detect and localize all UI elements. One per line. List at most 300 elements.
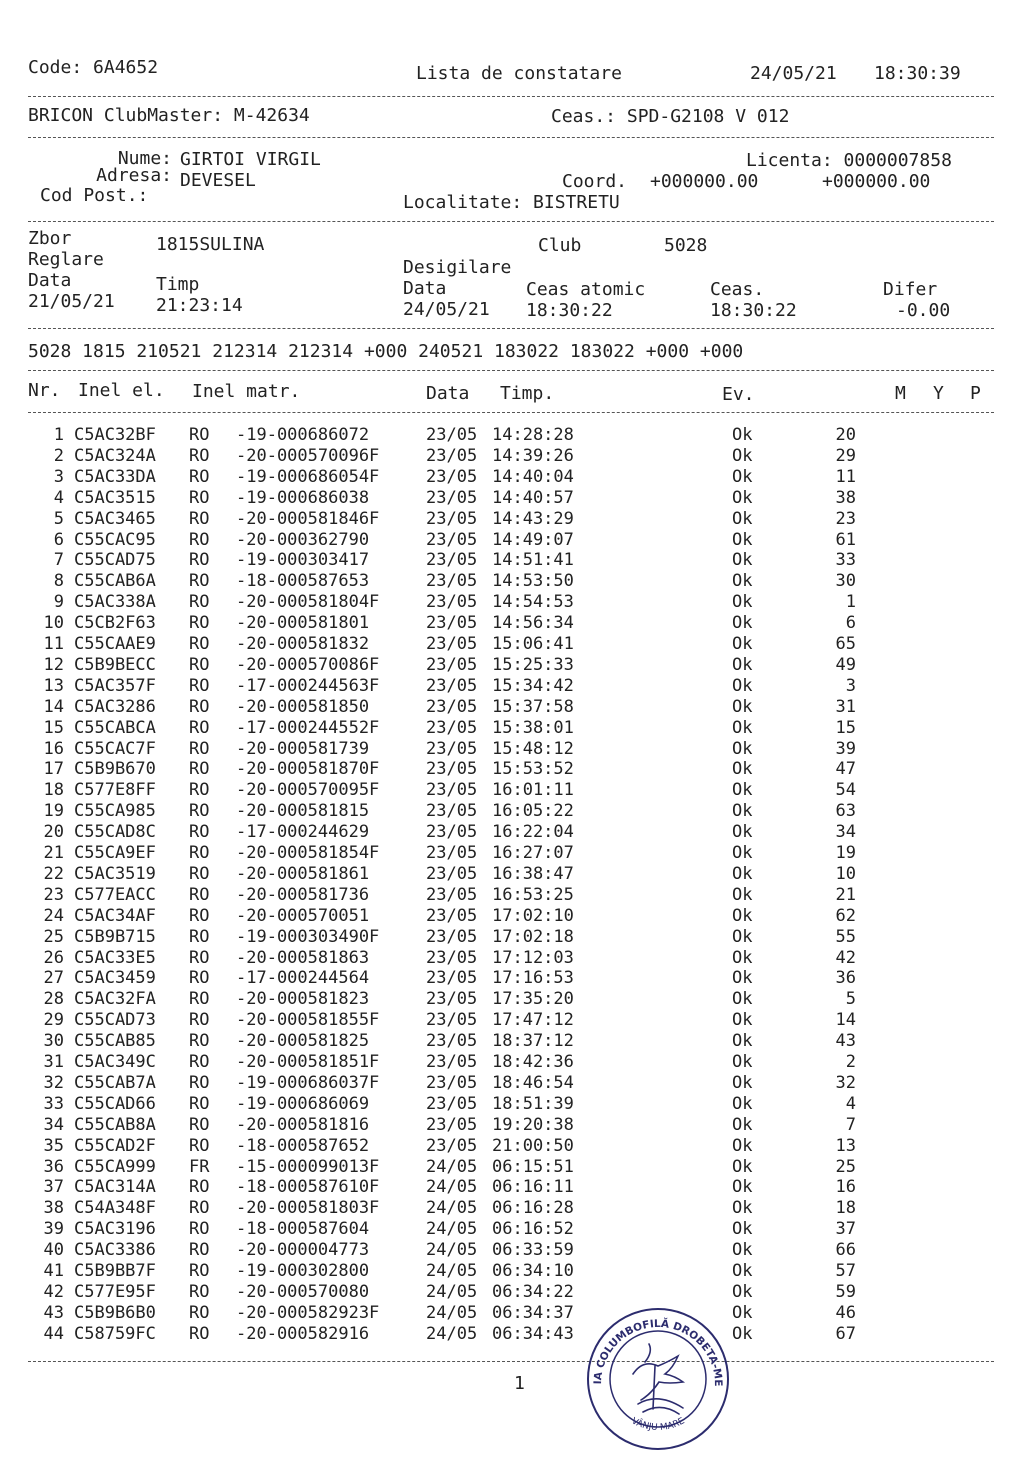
placement-value: 29 <box>835 445 856 466</box>
club-label: Club <box>538 235 582 256</box>
row-number: 4 <box>53 487 64 508</box>
country-code: RO <box>189 863 210 884</box>
placement-value: 46 <box>835 1302 856 1323</box>
event-status: Ok <box>732 717 753 738</box>
placement-value: 7 <box>845 1114 856 1135</box>
event-status: Ok <box>732 1219 753 1240</box>
arrival-date: 23/05 <box>426 675 478 696</box>
owner-address: DEVESEL <box>180 170 256 191</box>
event-status: Ok <box>732 592 753 613</box>
registration-ring: -18-000587604 <box>236 1219 370 1240</box>
reglare-date-label: Data <box>28 270 72 291</box>
electronic-ring: C55CAD66 <box>74 1093 156 1114</box>
placement-value: 47 <box>835 759 856 780</box>
license-number: Licenta: 0000007858 <box>746 150 952 171</box>
registration-ring: -20-000581804F <box>236 592 380 613</box>
event-status: Ok <box>732 843 753 863</box>
registration-ring: -19-000302800 <box>236 1261 370 1281</box>
coord-label: Coord. <box>562 171 628 192</box>
event-status: Ok <box>732 1093 753 1114</box>
placement-value: 34 <box>835 822 856 843</box>
placement-value: 19 <box>835 843 856 863</box>
registration-ring: -20-000581801 <box>236 613 370 634</box>
row-number: 38 <box>43 1198 64 1219</box>
row-number: 29 <box>43 1010 64 1031</box>
row-number: 5 <box>53 508 64 529</box>
pigeon-seal-icon <box>583 1304 733 1454</box>
electronic-ring: C54A348F <box>74 1198 156 1219</box>
table-row <box>0 1282 1024 1303</box>
table-row <box>0 1094 1024 1115</box>
row-number: 34 <box>43 1114 64 1135</box>
country-code: RO <box>189 1093 210 1114</box>
arrival-date: 24/05 <box>426 1198 478 1219</box>
electronic-ring: C577E8FF <box>74 780 156 801</box>
registration-ring: -20-000581803F <box>236 1198 380 1219</box>
arrival-date: 23/05 <box>426 989 478 1010</box>
row-number: 25 <box>43 926 64 947</box>
arrival-date: 23/05 <box>426 508 478 529</box>
table-row <box>0 948 1024 969</box>
arrival-date: 23/05 <box>426 1072 478 1093</box>
registration-ring: -20-000570086F <box>236 654 380 675</box>
arrival-time: 17:12:03 <box>492 947 574 968</box>
arrival-time: 18:46:54 <box>492 1072 574 1093</box>
row-number: 13 <box>43 675 64 696</box>
row-number: 19 <box>43 801 64 822</box>
table-row <box>0 864 1024 885</box>
registration-ring: -20-000581739 <box>236 738 370 759</box>
country-code: RO <box>189 1010 210 1031</box>
electronic-ring: C55CAB6A <box>74 571 156 592</box>
table-row <box>0 885 1024 906</box>
arrival-time: 16:05:22 <box>492 801 574 822</box>
row-number: 22 <box>43 863 64 884</box>
arrival-date: 24/05 <box>426 1302 478 1323</box>
event-status: Ok <box>732 738 753 759</box>
code-label: Code: 6A4652 <box>28 57 159 78</box>
registration-ring: -17-000244629 <box>236 822 370 843</box>
arrival-date: 23/05 <box>426 550 478 571</box>
arrival-time: 15:48:12 <box>492 738 574 759</box>
row-number: 28 <box>43 989 64 1010</box>
event-status: Ok <box>732 1323 753 1344</box>
country-code: RO <box>189 989 210 1010</box>
arrival-time: 14:56:34 <box>492 613 574 634</box>
electronic-ring: C5AC349C <box>74 1052 156 1072</box>
event-status: Ok <box>732 1156 753 1177</box>
placement-value: 43 <box>835 1031 856 1052</box>
electronic-ring: C5AC3519 <box>74 863 156 884</box>
table-row <box>0 906 1024 927</box>
electronic-ring: C5AC3196 <box>74 1219 156 1240</box>
table-row <box>0 1261 1024 1282</box>
arrival-time: 06:34:43 <box>492 1323 574 1344</box>
electronic-ring: C5B9BECC <box>74 654 156 675</box>
arrival-time: 15:37:58 <box>492 696 574 717</box>
arrival-date: 23/05 <box>426 759 478 780</box>
electronic-ring: C55CAC7F <box>74 738 156 759</box>
table-row <box>0 1157 1024 1178</box>
arrival-date: 23/05 <box>426 1031 478 1052</box>
electronic-ring: C5AC32BF <box>74 425 156 445</box>
arrival-time: 15:25:33 <box>492 654 574 675</box>
arrival-time: 15:53:52 <box>492 759 574 780</box>
country-code: RO <box>189 1302 210 1323</box>
electronic-ring: C5B9BB7F <box>74 1261 156 1281</box>
placement-value: 15 <box>835 717 856 738</box>
placement-value: 49 <box>835 654 856 675</box>
event-status: Ok <box>732 1261 753 1281</box>
placement-value: 25 <box>835 1156 856 1177</box>
row-number: 18 <box>43 780 64 801</box>
electronic-ring: C58759FC <box>74 1323 156 1344</box>
registration-ring: -20-000581816 <box>236 1114 370 1135</box>
placement-value: 61 <box>835 529 856 550</box>
electronic-ring: C5AC33E5 <box>74 947 156 968</box>
arrival-time: 19:20:38 <box>492 1114 574 1135</box>
row-number: 21 <box>43 843 64 863</box>
desig-date: 24/05/21 <box>403 299 490 320</box>
placement-value: 59 <box>835 1281 856 1302</box>
registration-ring: -20-000581825 <box>236 1031 370 1052</box>
arrival-time: 16:01:11 <box>492 780 574 801</box>
registration-ring: -19-000303417 <box>236 550 370 571</box>
col-y: Y <box>933 383 944 404</box>
row-number: 30 <box>43 1031 64 1052</box>
clock-time: 18:30:22 <box>710 300 797 321</box>
table-row <box>0 989 1024 1010</box>
event-status: Ok <box>732 675 753 696</box>
arrival-date: 23/05 <box>426 968 478 989</box>
arrival-date: 23/05 <box>426 571 478 592</box>
col-timp: Timp. <box>500 383 555 404</box>
electronic-ring: C55CABCA <box>74 717 156 738</box>
country-code: RO <box>189 905 210 926</box>
country-code: RO <box>189 1219 210 1240</box>
event-status: Ok <box>732 466 753 487</box>
event-status: Ok <box>732 1302 753 1323</box>
event-status: Ok <box>732 1031 753 1052</box>
reglare-label: Reglare <box>28 249 104 270</box>
coord-lat: +000000.00 <box>650 171 759 192</box>
arrival-date: 24/05 <box>426 1219 478 1240</box>
placement-value: 54 <box>835 780 856 801</box>
country-code: RO <box>189 466 210 487</box>
placement-value: 20 <box>835 425 856 445</box>
electronic-ring: C5CB2F63 <box>74 613 156 634</box>
row-number: 26 <box>43 947 64 968</box>
electronic-ring: C55CAAE9 <box>74 634 156 654</box>
arrival-date: 23/05 <box>426 884 478 905</box>
divider <box>28 96 994 97</box>
event-status: Ok <box>732 1240 753 1261</box>
divider <box>28 137 994 138</box>
registration-ring: -15-000099013F <box>236 1156 380 1177</box>
clock-id: Ceas.: SPD-G2108 V 012 <box>551 106 790 127</box>
table-row <box>0 655 1024 676</box>
country-code: RO <box>189 675 210 696</box>
arrival-date: 23/05 <box>426 780 478 801</box>
registration-ring: -18-000587653 <box>236 571 370 592</box>
arrival-date: 24/05 <box>426 1281 478 1302</box>
table-row <box>0 1303 1024 1324</box>
table-row <box>0 634 1024 655</box>
table-row <box>0 780 1024 801</box>
row-number: 15 <box>43 717 64 738</box>
reglare-time-label: Timp <box>156 274 200 295</box>
registration-ring: -17-000244563F <box>236 675 380 696</box>
table-row <box>0 822 1024 843</box>
registration-ring: -19-000686037F <box>236 1072 380 1093</box>
table-row <box>0 509 1024 530</box>
divider <box>28 221 994 222</box>
row-number: 36 <box>43 1156 64 1177</box>
arrival-time: 15:38:01 <box>492 717 574 738</box>
arrival-time: 17:02:10 <box>492 905 574 926</box>
table-row <box>0 927 1024 948</box>
electronic-ring: C577EACC <box>74 884 156 905</box>
country-code: RO <box>189 445 210 466</box>
arrival-time: 06:34:37 <box>492 1302 574 1323</box>
table-row <box>0 1198 1024 1219</box>
name-label: Nume: <box>117 148 172 169</box>
electronic-ring: C5AC3386 <box>74 1240 156 1261</box>
arrival-time: 14:53:50 <box>492 571 574 592</box>
row-number: 40 <box>43 1240 64 1261</box>
registration-ring: -19-000686054F <box>236 466 380 487</box>
country-code: RO <box>189 613 210 634</box>
event-status: Ok <box>732 613 753 634</box>
flight-label: Zbor <box>28 228 72 249</box>
table-row <box>0 467 1024 488</box>
country-code: RO <box>189 1240 210 1261</box>
event-status: Ok <box>732 425 753 445</box>
arrival-date: 23/05 <box>426 613 478 634</box>
electronic-ring: C5B9B6B0 <box>74 1302 156 1323</box>
row-number: 14 <box>43 696 64 717</box>
placement-value: 55 <box>835 926 856 947</box>
registration-ring: -20-000581863 <box>236 947 370 968</box>
arrival-date: 23/05 <box>426 905 478 926</box>
electronic-ring: C55CA999 <box>74 1156 156 1177</box>
country-code: RO <box>189 425 210 445</box>
col-nr: Nr. <box>28 380 61 401</box>
electronic-ring: C55CAB85 <box>74 1031 156 1052</box>
table-row <box>0 1177 1024 1198</box>
arrival-time: 14:39:26 <box>492 445 574 466</box>
registration-ring: -20-000582923F <box>236 1302 380 1323</box>
row-number: 1 <box>53 425 64 445</box>
arrival-time: 06:15:51 <box>492 1156 574 1177</box>
atomic-clock-time: 18:30:22 <box>526 300 613 321</box>
row-number: 10 <box>43 613 64 634</box>
table-row <box>0 488 1024 509</box>
atomic-clock-label: Ceas atomic <box>526 279 646 300</box>
arrival-date: 23/05 <box>426 863 478 884</box>
arrival-time: 14:51:41 <box>492 550 574 571</box>
row-number: 33 <box>43 1093 64 1114</box>
arrival-date: 23/05 <box>426 822 478 843</box>
country-code: RO <box>189 801 210 822</box>
country-code: RO <box>189 1198 210 1219</box>
arrival-date: 23/05 <box>426 1010 478 1031</box>
table-row <box>0 550 1024 571</box>
placement-value: 62 <box>835 905 856 926</box>
arrival-date: 24/05 <box>426 1177 478 1198</box>
country-code: RO <box>189 1072 210 1093</box>
registration-ring: -20-000570080 <box>236 1281 370 1302</box>
country-code: RO <box>189 759 210 780</box>
row-number: 16 <box>43 738 64 759</box>
electronic-ring: C5B9B715 <box>74 926 156 947</box>
country-code: RO <box>189 968 210 989</box>
event-status: Ok <box>732 696 753 717</box>
event-status: Ok <box>732 1135 753 1156</box>
placement-value: 3 <box>845 675 856 696</box>
arrival-time: 17:47:12 <box>492 1010 574 1031</box>
divider <box>28 412 994 413</box>
arrival-time: 18:42:36 <box>492 1052 574 1072</box>
arrival-date: 23/05 <box>426 1052 478 1072</box>
row-number: 35 <box>43 1135 64 1156</box>
table-row <box>0 843 1024 864</box>
arrival-date: 23/05 <box>426 843 478 863</box>
event-status: Ok <box>732 884 753 905</box>
event-status: Ok <box>732 487 753 508</box>
arrival-time: 16:27:07 <box>492 843 574 863</box>
registration-ring: -19-000303490F <box>236 926 380 947</box>
arrival-date: 23/05 <box>426 466 478 487</box>
registration-ring: -20-000581823 <box>236 989 370 1010</box>
arrival-time: 21:00:50 <box>492 1135 574 1156</box>
electronic-ring: C55CA9EF <box>74 843 156 863</box>
electronic-ring: C5AC357F <box>74 675 156 696</box>
row-number: 9 <box>53 592 64 613</box>
arrival-date: 24/05 <box>426 1261 478 1281</box>
row-number: 12 <box>43 654 64 675</box>
arrival-date: 23/05 <box>426 947 478 968</box>
clock-label: Ceas. <box>710 279 765 300</box>
placement-value: 66 <box>835 1240 856 1261</box>
registration-ring: -20-000581832 <box>236 634 370 654</box>
print-time: 18:30:39 <box>874 63 961 84</box>
event-status: Ok <box>732 1052 753 1072</box>
table-row <box>0 759 1024 780</box>
difference-label: Difer <box>883 279 938 300</box>
col-inel-el: Inel el. <box>78 380 165 401</box>
electronic-ring: C55CAD2F <box>74 1135 156 1156</box>
arrival-time: 16:53:25 <box>492 884 574 905</box>
electronic-ring: C5AC32FA <box>74 989 156 1010</box>
table-row <box>0 801 1024 822</box>
electronic-ring: C5AC314A <box>74 1177 156 1198</box>
electronic-ring: C55CAD75 <box>74 550 156 571</box>
stamp-text-top: IA COLUMBOFILĂ DROBETA-ME <box>591 1317 725 1387</box>
country-code: RO <box>189 1323 210 1344</box>
country-code: RO <box>189 1114 210 1135</box>
registration-ring: -18-000587652 <box>236 1135 370 1156</box>
code-line: 5028 1815 210521 212314 212314 +000 240521 183022 183022 +000 +000 <box>28 341 744 362</box>
page-number: 1 <box>514 1373 525 1394</box>
country-code: RO <box>189 1135 210 1156</box>
event-status: Ok <box>732 654 753 675</box>
arrival-time: 18:51:39 <box>492 1093 574 1114</box>
placement-value: 6 <box>845 613 856 634</box>
placement-value: 57 <box>835 1261 856 1281</box>
electronic-ring: C55CAB8A <box>74 1114 156 1135</box>
registration-ring: -19-000686072 <box>236 425 370 445</box>
registration-ring: -20-000570095F <box>236 780 380 801</box>
col-inel-matr: Inel matr. <box>192 381 301 402</box>
desig-date-label: Data <box>403 278 447 299</box>
locality: Localitate: BISTRETU <box>403 192 620 213</box>
registration-ring: -19-000686069 <box>236 1093 370 1114</box>
placement-value: 42 <box>835 947 856 968</box>
row-number: 24 <box>43 905 64 926</box>
club-number: 5028 <box>664 235 708 256</box>
arrival-date: 24/05 <box>426 1240 478 1261</box>
table-row <box>0 592 1024 613</box>
row-number: 37 <box>43 1177 64 1198</box>
country-code: RO <box>189 1052 210 1072</box>
registration-ring: -20-000582916 <box>236 1323 370 1344</box>
arrival-date: 23/05 <box>426 529 478 550</box>
placement-value: 11 <box>835 466 856 487</box>
arrival-date: 23/05 <box>426 445 478 466</box>
electronic-ring: C5AC324A <box>74 445 156 466</box>
event-status: Ok <box>732 1281 753 1302</box>
event-status: Ok <box>732 822 753 843</box>
owner-name: GIRTOI VIRGIL <box>180 149 321 170</box>
event-status: Ok <box>732 926 753 947</box>
electronic-ring: C5AC3515 <box>74 487 156 508</box>
arrival-time: 06:34:10 <box>492 1261 574 1281</box>
electronic-ring: C5AC338A <box>74 592 156 613</box>
country-code: RO <box>189 1031 210 1052</box>
postal-code-label: Cod Post.: <box>40 185 149 206</box>
row-number: 11 <box>43 634 64 654</box>
electronic-ring: C577E95F <box>74 1281 156 1302</box>
divider <box>28 328 994 329</box>
table-row <box>0 613 1024 634</box>
arrival-time: 16:22:04 <box>492 822 574 843</box>
country-code: RO <box>189 843 210 863</box>
arrival-time: 06:33:59 <box>492 1240 574 1261</box>
placement-value: 65 <box>835 634 856 654</box>
arrival-date: 23/05 <box>426 926 478 947</box>
country-code: RO <box>189 822 210 843</box>
placement-value: 37 <box>835 1219 856 1240</box>
country-code: RO <box>189 550 210 571</box>
row-number: 6 <box>53 529 64 550</box>
difference-value: -0.00 <box>896 300 951 321</box>
placement-value: 23 <box>835 508 856 529</box>
country-code: FR <box>189 1156 210 1177</box>
registration-ring: -20-000570096F <box>236 445 380 466</box>
table-row <box>0 1031 1024 1052</box>
electronic-ring: C55CAC95 <box>74 529 156 550</box>
arrival-date: 23/05 <box>426 654 478 675</box>
event-status: Ok <box>732 1114 753 1135</box>
event-status: Ok <box>732 634 753 654</box>
table-row <box>0 1073 1024 1094</box>
electronic-ring: C55CAD8C <box>74 822 156 843</box>
clubmaster-id: BRICON ClubMaster: M-42634 <box>28 105 310 126</box>
table-row <box>0 571 1024 592</box>
event-status: Ok <box>732 571 753 592</box>
arrival-time: 16:38:47 <box>492 863 574 884</box>
